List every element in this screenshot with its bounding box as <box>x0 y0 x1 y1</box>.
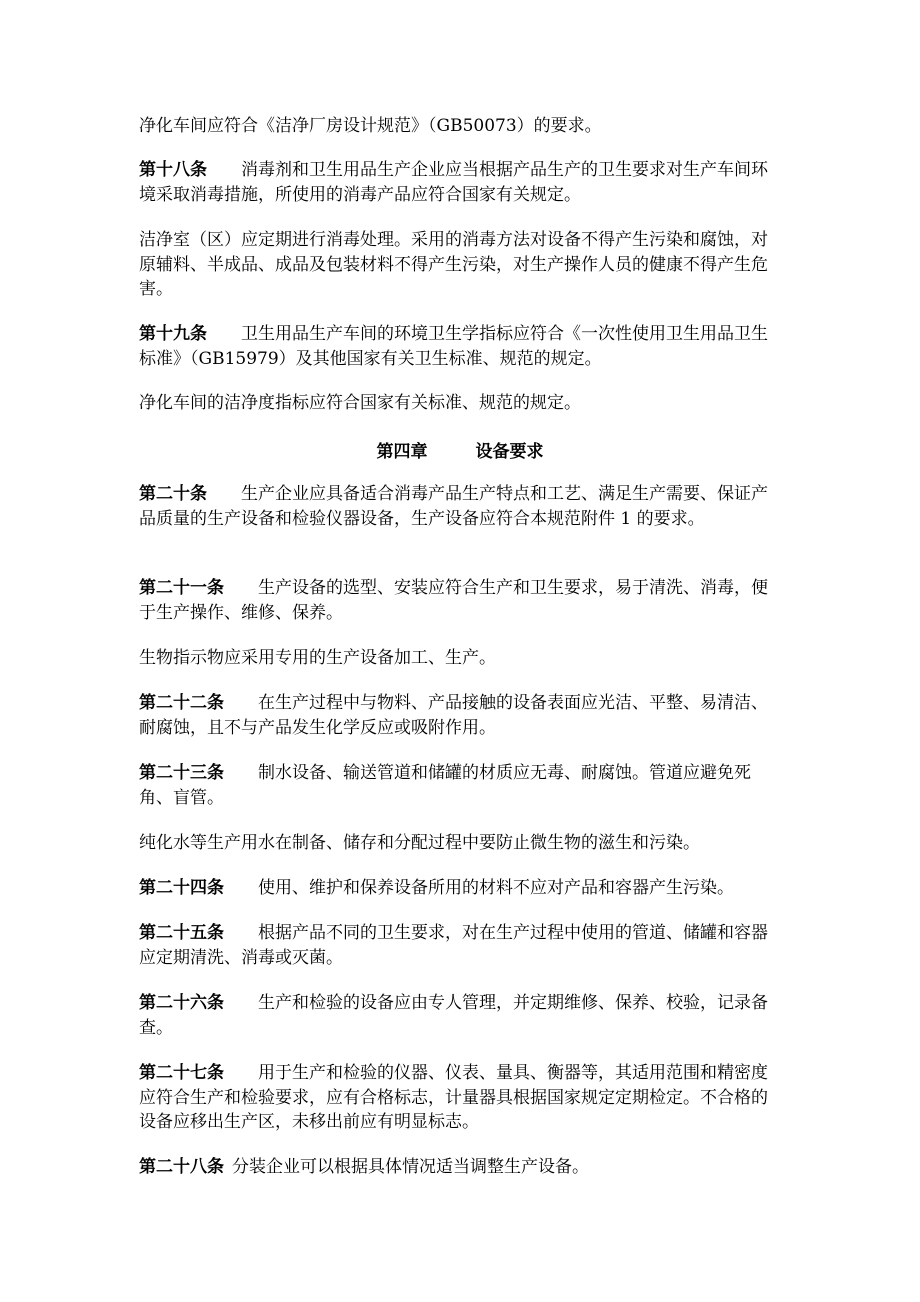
paragraph-cleanroom-spec <box>139 114 781 139</box>
article-text: 用于生产和检验的仪器、仪表、量具、衡器等，其适用范围和精密度应符合生产和检验要求，应有合格标志，计量器具根据国家规定定期检定。不合格的设备应移出生产区，未移出前应有明显标志。 <box>139 1063 768 1132</box>
article-18 <box>139 158 781 207</box>
article-number: 第二十七条 <box>139 1063 224 1083</box>
article-26 <box>139 991 781 1040</box>
chapter-title: 设备要求 <box>475 442 544 462</box>
article-21 <box>139 576 781 625</box>
article-number: 第十八条 <box>139 160 207 180</box>
article-text: 分装企业可以根据具体情况适当调整生产设备。 <box>232 1157 589 1177</box>
paragraph-text: 洁净室（区）应定期进行消毒处理。采用的消毒方法对设备不得产生污染和腐蚀，对原辅料、半成品、成品及包装材料不得产生污染，对生产操作人员的健康不得产生危害。 <box>139 230 768 299</box>
article-text: 消毒剂和卫生用品生产企业应当根据产品生产的卫生要求对生产车间环境采取消毒措施，所使用的消毒产品应符合国家有关规定。 <box>139 160 768 205</box>
article-text: 制水设备、输送管道和储罐的材质应无毒、耐腐蚀。管道应避免死角、盲管。 <box>139 763 751 808</box>
paragraph-cleanliness <box>139 391 781 416</box>
article-number: 第二十六条 <box>139 993 224 1013</box>
article-text: 生产企业应具备适合消毒产品生产特点和工艺、满足生产需要、保证产品质量的生产设备和检验仪器设备，生产设备应符合本规范附件 1 的要求。 <box>139 484 768 529</box>
article-23 <box>139 761 781 810</box>
article-25 <box>139 921 781 970</box>
paragraph-text: 纯化水等生产用水在制备、储存和分配过程中要防止微生物的滋生和污染。 <box>139 833 700 853</box>
article-number: 第二十八条 <box>139 1157 224 1177</box>
paragraph-disinfection <box>139 228 781 302</box>
paragraph-text: 净化车间应符合《洁净厂房设计规范》（GB50073）的要求。 <box>139 116 602 136</box>
article-text: 在生产过程中与物料、产品接触的设备表面应光洁、平整、易清洁、耐腐蚀，且不与产品发生化学反应或吸附作用。 <box>139 693 768 738</box>
article-number: 第二十三条 <box>139 763 224 783</box>
article-number: 第二十四条 <box>139 878 224 898</box>
paragraph-text: 净化车间的洁净度指标应符合国家有关标准、规范的规定。 <box>139 393 581 413</box>
article-number: 第十九条 <box>139 324 207 344</box>
article-text: 生产设备的选型、安装应符合生产和卫生要求，易于清洗、消毒，便于生产操作、维修、保养。 <box>139 578 768 623</box>
paragraph-text: 生物指示物应采用专用的生产设备加工、生产。 <box>139 648 496 668</box>
article-22 <box>139 691 781 740</box>
article-text: 使用、维护和保养设备所用的材料不应对产品和容器产生污染。 <box>258 878 734 898</box>
article-number: 第二十一条 <box>139 578 224 598</box>
article-number: 第二十五条 <box>139 923 224 943</box>
article-24 <box>139 876 781 901</box>
article-number: 第二十二条 <box>139 693 224 713</box>
article-number: 第二十条 <box>139 484 207 504</box>
chapter-heading <box>0 437 920 462</box>
chapter-number: 第四章 <box>376 442 428 462</box>
paragraph-purified-water <box>139 831 781 856</box>
article-28 <box>139 1155 781 1180</box>
article-text: 卫生用品生产车间的环境卫生学指标应符合《一次性使用卫生用品卫生标准》（GB15979）及其他国家有关卫生标准、规范的规定。 <box>139 324 768 369</box>
article-19 <box>139 322 781 371</box>
paragraph-bio-indicator <box>139 646 781 671</box>
article-text: 根据产品不同的卫生要求，对在生产过程中使用的管道、储罐和容器应定期清洗、消毒或灭菌。 <box>139 923 768 968</box>
article-27 <box>139 1061 781 1135</box>
article-20 <box>139 482 781 531</box>
article-text: 生产和检验的设备应由专人管理，并定期维修、保养、校验，记录备查。 <box>139 993 768 1038</box>
